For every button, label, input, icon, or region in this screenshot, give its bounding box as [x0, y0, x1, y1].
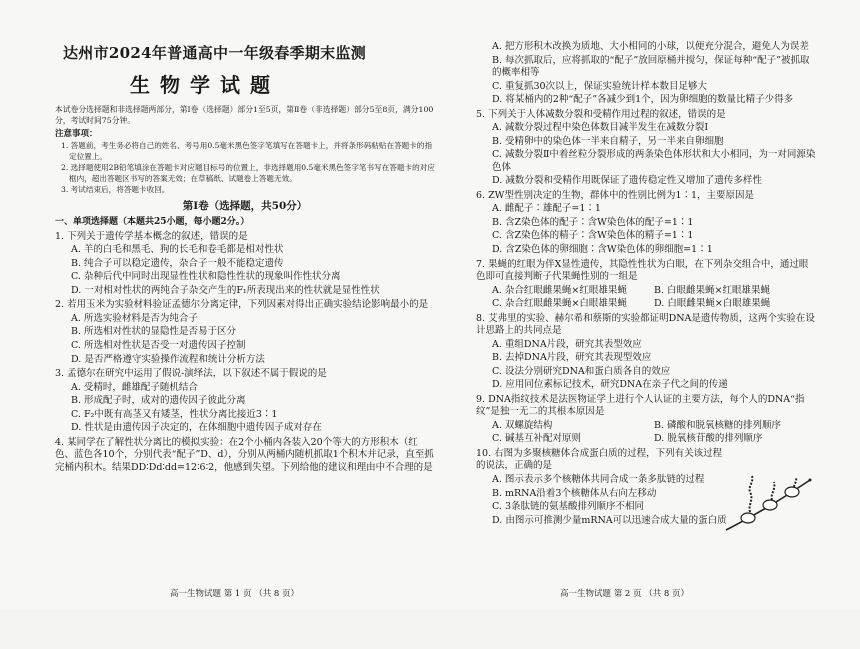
option: C. 杂种后代中同时出现显性性状和隐性性状的现象叫作性状分离	[71, 271, 341, 283]
page-right	[476, 40, 816, 649]
subject-title: 生物学试题	[130, 72, 280, 97]
option: B. 受精卵中的染色体一半来自精子，另一半来自卵细胞	[492, 135, 724, 147]
option: C. 减数分裂Ⅱ中着丝粒分裂形成的两条染色体形状和大小相同，为一对同源染色体	[492, 149, 816, 173]
option: B. 白眼雌果蝇×红眼雄果蝇	[654, 284, 770, 296]
option: B. 形成配子时，成对的遗传因子彼此分离	[71, 395, 246, 407]
part-title: 第Ⅰ卷（选择题，共50分）	[182, 200, 308, 212]
option: D. 应用同位素标记技术，研究DNA在亲子代之间的传递	[492, 379, 728, 391]
option-row	[476, 433, 816, 446]
option: A. 减数分裂过程中染色体数目减半发生在减数分裂Ⅰ	[492, 122, 709, 134]
option: C. 所选相对性状是否受一对遗传因子控制	[71, 339, 246, 351]
option: A. 重组DNA片段，研究其表型效应	[492, 338, 642, 350]
page-footer: 高一生物试题 第 2 页 （共 8 页）	[560, 589, 690, 599]
option-row	[476, 285, 816, 298]
option: B. 纯合子可以稳定遗传，杂合子一般不能稳定遗传	[71, 257, 284, 269]
question-stem: 8. 艾弗里的实验、赫尔希和蔡斯的实验都证明DNA是遗传物质，这两个实验在设计思路上的共同点是	[476, 312, 815, 337]
option: B. 所选相对性状的显隐性是否易于区分	[71, 326, 237, 338]
question-stem: 1. 下列关于遗传学基本概念的叙述，错误的是	[55, 230, 248, 242]
option: C. 3条肽链的氨基酸排列顺序不相同	[492, 501, 645, 513]
option: B. mRNA沿着3个核糖体从右向左移动	[492, 487, 657, 499]
notice-title: 注意事项：	[55, 128, 98, 139]
option: C. 杂合红眼雌果蝇×白眼雄果蝇	[492, 298, 627, 310]
question-stem: 10. 右图为多聚核糖体合成蛋白质的过程，下列有关该过程的说法，正确的是	[476, 447, 723, 472]
option: D. 含Z染色体的卵细胞∶含W染色体的卵细胞=1∶1	[492, 243, 713, 255]
option: C. F₂中既有高茎又有矮茎，性状分离比接近3∶1	[71, 408, 278, 420]
exam-title: 达州市2024年普通高中一年级春季期末监测	[63, 44, 367, 62]
option: D. 白眼雌果蝇×白眼雄果蝇	[654, 298, 771, 310]
option: D. 一对相对性状的两纯合子杂交产生的F₁所表现出来的性状就是显性性状	[71, 284, 380, 296]
section-title: 一、单项选择题（本题共25小题，每小题2分。）	[55, 216, 250, 227]
page-footer: 高一生物试题 第 1 页 （共 8 页）	[170, 589, 300, 599]
option: C. 重复抓30次以上，保证实验统计样本数目足够大	[492, 80, 708, 92]
question-stem: 9. DNA指纹技术是法医物证学上进行个人认证的主要方法，每个人的DNA“指纹”是独一无二的其根本原因是	[476, 393, 805, 418]
question-stem: 7. 果蝇的红眼为伴X显性遗传，其隐性性状为白眼，在下列杂交组合中，通过眼色即可直接判断子代果蝇性别的一组是	[476, 258, 809, 283]
notice-item: 2. 选择题使用2B铅笔填涂在答题卡对应题目标号的位置上，非选择题用0.5毫米黑色签字笔书写在答题卡的对应框内，超出答题区书写的答案无效；在草稿纸、试题卷上答题无效。	[61, 163, 435, 183]
option-row	[476, 420, 816, 433]
option: A. 双螺旋结构	[492, 419, 553, 431]
question-stem: 5. 下列关于人体减数分裂和受精作用过程的叙述，错误的是	[476, 108, 726, 120]
option: D. 由图示可推测少量mRNA可以迅速合成大量的蛋白质	[492, 514, 727, 526]
exam-intro: 本试卷分选择题和非选择题两部分，第Ⅰ卷（选择题）部分1至5页，第Ⅱ卷（非选择题）部分5至8页，满分100分，考试时间75分钟。	[55, 105, 434, 126]
polyribosome-figure	[722, 472, 814, 534]
option: B. 含Z染色体的配子∶含W染色体的配子=1∶1	[492, 216, 694, 228]
option-row	[476, 298, 816, 311]
question-stem: 6. ZW型性别决定的生物，群体中的性别比例为1∶1，主要原因是	[476, 189, 755, 201]
option: D. 将某桶内的2种“配子”各减少到1个，因为卵细胞的数量比精子少得多	[492, 94, 794, 106]
notice-item: 1. 答题前，考生务必将自己的姓名、考号用0.5毫米黑色签字笔填写在答题卡上，并将条形码粘贴在答题卡的指定位置上。	[61, 141, 433, 161]
option: C. 含Z染色体的精子∶含W染色体的精子=1∶1	[492, 230, 694, 242]
option: C. 设法分别研究DNA和蛋白质各自的效应	[492, 365, 671, 377]
question-stem: 3. 孟德尔在研究中运用了假说-演绎法，以下叙述不属于假说的是	[55, 368, 327, 380]
option: D. 性状是由遗传因子决定的，在体细胞中遗传因子成对存在	[71, 422, 322, 434]
question-stem: 2. 若用玉米为实验材料验证孟德尔分离定律，下列因素对得出正确实验结论影响最小的是	[55, 299, 429, 311]
option: B. 去掉DNA片段，研究其表现型效应	[492, 352, 652, 364]
question-stem: 4. 某同学在了解性状分离比的模拟实验：在2个小桶内各装入20个等大的方形积木（红色、蓝色各10个，分别代表“配子”D、d），分别从两桶内随机抓取1个积木并记录，直至抓完桶内积木。结果DD∶Dd∶dd=12∶6∶2，他感到失望。下列给他的建议和理由中不合理的是	[55, 436, 434, 473]
option: A. 所选实验材料是否为纯合子	[71, 312, 198, 324]
option: D. 脱氧核苷酸的排列顺序	[654, 433, 763, 445]
option: A. 把方形积木改换为质地、大小相同的小球，以便充分混合，避免人为误差	[492, 41, 809, 52]
option: A. 雌配子∶雄配子=1∶1	[492, 203, 601, 215]
option: D. 减数分裂和受精作用既保证了遗传稳定性又增加了遗传多样性	[492, 175, 762, 187]
option: C. 碱基互补配对原则	[492, 433, 581, 445]
option: A. 羊的白毛和黑毛、狗的长毛和卷毛都是相对性状	[71, 244, 284, 256]
option: A. 图示表示多个核糖体共同合成一条多肽链的过程	[492, 474, 705, 485]
option: A. 杂合红眼雌果蝇×红眼雄果蝇	[492, 284, 627, 296]
option: B. 磷酸和脱氧核糖的排列顺序	[654, 419, 782, 431]
page-left	[55, 0, 435, 609]
notice-item: 3. 考试结束后，将答题卡收回。	[61, 185, 170, 194]
option: D. 是否严格遵守实验操作流程和统计分析方法	[71, 353, 265, 365]
option: A. 受精时，雌雄配子随机结合	[71, 381, 198, 393]
option: B. 每次抓取后，应将抓取的“配子”放回原桶并搅匀，保证每种“配子”被抓取的概率相等	[492, 54, 810, 79]
